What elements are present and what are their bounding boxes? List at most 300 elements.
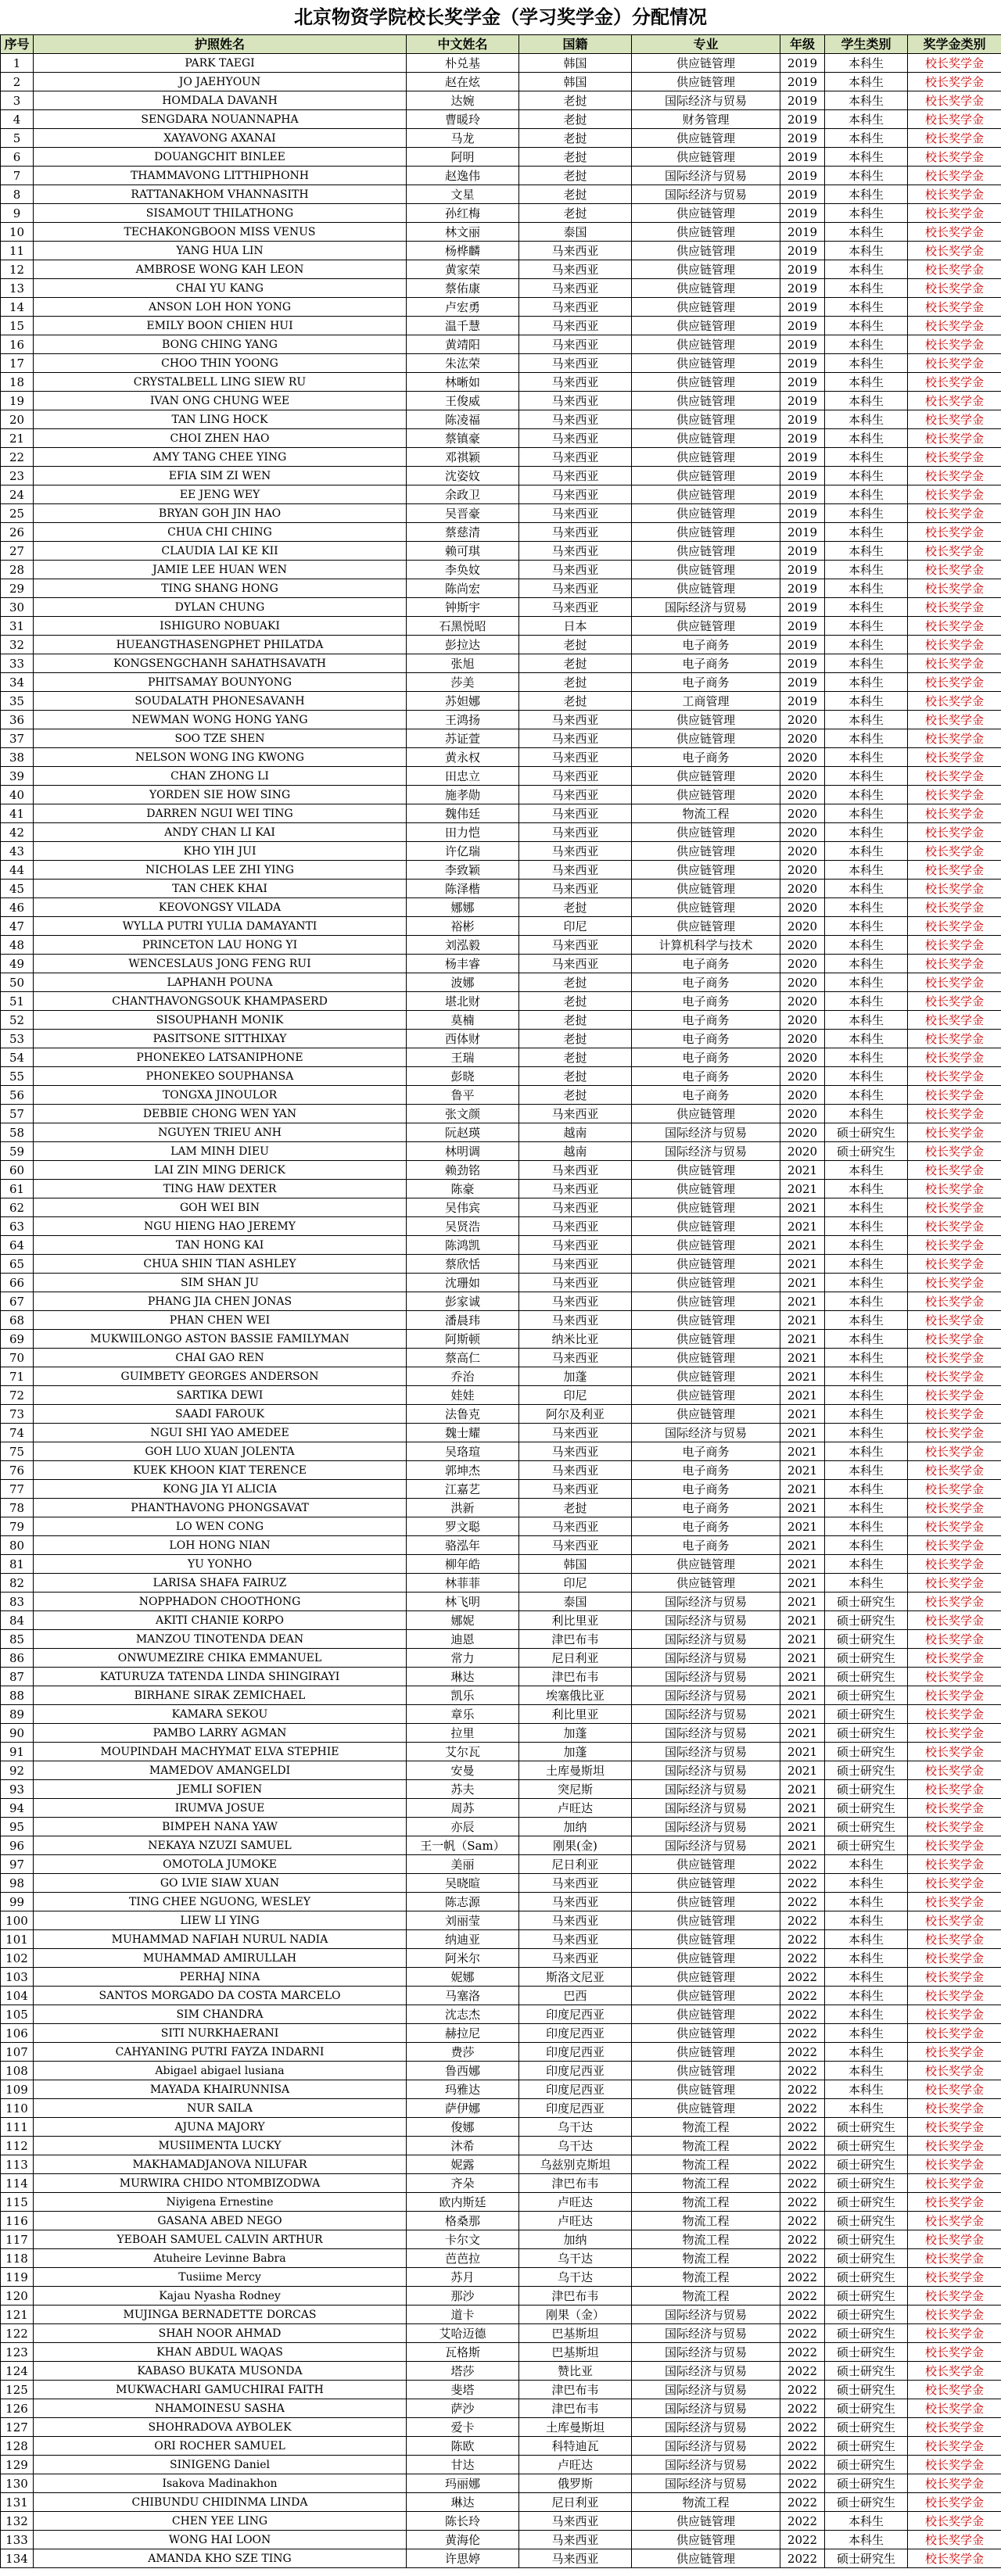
table-row <box>1 1930 1001 1949</box>
nationality-cell: 马来西亚 <box>519 579 632 598</box>
scholarship-type-cell: 校长奖学金 <box>908 1067 1001 1086</box>
nationality-cell: 日本 <box>519 617 632 636</box>
passport-name-cell: PERHAJ NINA <box>34 1968 407 1987</box>
index-cell: 97 <box>1 1855 34 1874</box>
nationality-cell: 马来西亚 <box>519 767 632 786</box>
passport-name-cell: SISOUPHANH MONIK <box>34 1011 407 1030</box>
major-cell: 国际经济与贸易 <box>632 2362 780 2381</box>
major-cell: 电子商务 <box>632 992 780 1011</box>
chinese-name-cell: 刘泓毅 <box>407 936 519 955</box>
index-cell: 68 <box>1 1311 34 1330</box>
grade-cell: 2022 <box>780 2212 825 2230</box>
passport-name-cell: ONWUMEZIRE CHIKA EMMANUEL <box>34 1649 407 1668</box>
index-cell: 45 <box>1 880 34 898</box>
major-cell: 国际经济与贸易 <box>632 185 780 204</box>
page-title: 北京物资学院校长奖学金（学习奖学金）分配情况 <box>294 6 707 28</box>
table-row <box>1 2024 1001 2043</box>
grade-cell: 2019 <box>780 148 825 167</box>
student-type-cell: 本科生 <box>825 1405 908 1424</box>
index-cell: 101 <box>1 1930 34 1949</box>
scholarship-type-cell: 校长奖学金 <box>908 542 1001 561</box>
passport-name-cell: SAADI FAROUK <box>34 1405 407 1424</box>
student-type-cell: 本科生 <box>825 880 908 898</box>
grade-cell: 2020 <box>780 880 825 898</box>
table-row <box>1 748 1001 767</box>
passport-name-cell: GOH WEI BIN <box>34 1198 407 1217</box>
grade-cell: 2022 <box>780 2062 825 2080</box>
table-row <box>1 2080 1001 2099</box>
index-cell: 19 <box>1 392 34 410</box>
chinese-name-cell: 艾尔瓦 <box>407 1743 519 1761</box>
grade-cell: 2019 <box>780 654 825 673</box>
grade-cell: 2019 <box>780 54 825 73</box>
major-cell: 供应链管理 <box>632 729 780 748</box>
chinese-name-cell: 莫楠 <box>407 1011 519 1030</box>
passport-name-cell: PHONEKEO SOUPHANSA <box>34 1067 407 1086</box>
index-cell: 62 <box>1 1198 34 1217</box>
index-cell: 113 <box>1 2155 34 2174</box>
index-cell: 64 <box>1 1236 34 1255</box>
table-row <box>1 485 1001 504</box>
major-cell: 供应链管理 <box>632 2062 780 2080</box>
chinese-name-cell: 迪恩 <box>407 1630 519 1649</box>
student-type-cell: 硕士研究生 <box>825 2437 908 2456</box>
chinese-name-cell: 赖可琪 <box>407 542 519 561</box>
table-row <box>1 1893 1001 1911</box>
chinese-name-cell: 阿明 <box>407 148 519 167</box>
index-cell: 39 <box>1 767 34 786</box>
scholarship-type-cell: 校长奖学金 <box>908 1987 1001 2005</box>
nationality-cell: 马来西亚 <box>519 1349 632 1367</box>
student-type-cell: 本科生 <box>825 1968 908 1987</box>
chinese-name-cell: 沈志杰 <box>407 2005 519 2024</box>
student-type-cell: 本科生 <box>825 185 908 204</box>
index-cell: 44 <box>1 861 34 880</box>
grade-cell: 2021 <box>780 1705 825 1724</box>
grade-cell: 2021 <box>780 1461 825 1480</box>
index-cell: 69 <box>1 1330 34 1349</box>
major-cell: 供应链管理 <box>632 410 780 429</box>
passport-name-cell: EFIA SIM ZI WEN <box>34 467 407 485</box>
scholarship-type-cell: 校长奖学金 <box>908 936 1001 955</box>
scholarship-type-cell: 校长奖学金 <box>908 129 1001 148</box>
index-cell: 43 <box>1 842 34 861</box>
passport-name-cell: JEMLI SOFIEN <box>34 1780 407 1799</box>
passport-name-cell: NEWMAN WONG HONG YANG <box>34 711 407 729</box>
grade-cell: 2021 <box>780 1836 825 1855</box>
student-type-cell: 本科生 <box>825 354 908 373</box>
major-cell: 物流工程 <box>632 2212 780 2230</box>
student-type-cell: 本科生 <box>825 542 908 561</box>
nationality-cell: 马来西亚 <box>519 298 632 317</box>
chinese-name-cell: 石黑悦昭 <box>407 617 519 636</box>
index-cell: 78 <box>1 1499 34 1517</box>
passport-name-cell: Tusiime Mercy <box>34 2268 407 2287</box>
nationality-cell: 俄罗斯 <box>519 2474 632 2493</box>
passport-name-cell: TECHAKONGBOON MISS VENUS <box>34 223 407 242</box>
student-type-cell: 本科生 <box>825 1517 908 1536</box>
chinese-name-cell: 芭芭拉 <box>407 2249 519 2268</box>
passport-name-cell: CHIBUNDU CHIDINMA LINDA <box>34 2493 407 2512</box>
table-row <box>1 1142 1001 1161</box>
major-cell: 国际经济与贸易 <box>632 1123 780 1142</box>
major-cell: 电子商务 <box>632 1048 780 1067</box>
index-cell: 111 <box>1 2118 34 2137</box>
major-cell: 供应链管理 <box>632 1855 780 1874</box>
scholarship-type-cell: 校长奖学金 <box>908 1180 1001 1198</box>
major-cell: 供应链管理 <box>632 242 780 260</box>
chinese-name-cell: 苏证萱 <box>407 729 519 748</box>
grade-cell: 2020 <box>780 1123 825 1142</box>
index-cell: 10 <box>1 223 34 242</box>
nationality-cell: 泰国 <box>519 223 632 242</box>
passport-name-cell: KONGSENGCHANH SAHATHSAVATH <box>34 654 407 673</box>
nationality-cell: 越南 <box>519 1123 632 1142</box>
table-row <box>1 1911 1001 1930</box>
scholarship-type-cell: 校长奖学金 <box>908 1142 1001 1161</box>
table-row <box>1 1743 1001 1761</box>
index-cell: 81 <box>1 1555 34 1574</box>
table-row <box>1 354 1001 373</box>
index-cell: 63 <box>1 1217 34 1236</box>
major-cell: 供应链管理 <box>632 1180 780 1198</box>
scholarship-type-cell: 校长奖学金 <box>908 2456 1001 2474</box>
index-cell: 122 <box>1 2324 34 2343</box>
grade-cell: 2019 <box>780 392 825 410</box>
table-row <box>1 598 1001 617</box>
passport-name-cell: TAN LING HOCK <box>34 410 407 429</box>
student-type-cell: 本科生 <box>825 2512 908 2531</box>
student-type-cell: 本科生 <box>825 223 908 242</box>
chinese-name-cell: 赖劲铭 <box>407 1161 519 1180</box>
student-type-cell: 本科生 <box>825 167 908 185</box>
student-type-cell: 本科生 <box>825 1255 908 1274</box>
grade-cell: 2020 <box>780 898 825 917</box>
student-type-cell: 本科生 <box>825 1855 908 1874</box>
grade-cell: 2019 <box>780 167 825 185</box>
major-cell: 电子商务 <box>632 1480 780 1499</box>
nationality-cell: 韩国 <box>519 54 632 73</box>
major-cell: 供应链管理 <box>632 467 780 485</box>
scholarship-type-cell: 校长奖学金 <box>908 561 1001 579</box>
major-cell: 电子商务 <box>632 1011 780 1030</box>
grade-cell: 2022 <box>780 2437 825 2456</box>
major-cell: 供应链管理 <box>632 373 780 392</box>
scholarship-type-cell: 校长奖学金 <box>908 1367 1001 1386</box>
major-cell: 供应链管理 <box>632 1311 780 1330</box>
passport-name-cell: LAPHANH POUNA <box>34 973 407 992</box>
grade-cell: 2019 <box>780 373 825 392</box>
table-row <box>1 561 1001 579</box>
grade-cell: 2022 <box>780 2080 825 2099</box>
nationality-cell: 印度尼西亚 <box>519 2005 632 2024</box>
table-row <box>1 2268 1001 2287</box>
passport-name-cell: MUKWACHARI GAMUCHIRAI FAITH <box>34 2381 407 2399</box>
passport-name-cell: MAKHAMADJANOVA NILUFAR <box>34 2155 407 2174</box>
nationality-cell: 泰国 <box>519 1593 632 1611</box>
grade-cell: 2020 <box>780 1048 825 1067</box>
major-cell: 国际经济与贸易 <box>632 1799 780 1818</box>
grade-cell: 2019 <box>780 617 825 636</box>
major-cell: 国际经济与贸易 <box>632 1686 780 1705</box>
chinese-name-cell: 文星 <box>407 185 519 204</box>
nationality-cell: 马来西亚 <box>519 392 632 410</box>
passport-name-cell: CLAUDIA LAI KE KII <box>34 542 407 561</box>
chinese-name-cell: 林晰如 <box>407 373 519 392</box>
nationality-cell: 老挝 <box>519 898 632 917</box>
index-cell: 116 <box>1 2212 34 2230</box>
table-row <box>1 1442 1001 1461</box>
grade-cell: 2022 <box>780 2137 825 2155</box>
chinese-name-cell: 苏妲娜 <box>407 692 519 711</box>
table-row <box>1 223 1001 242</box>
scholarship-type-cell: 校长奖学金 <box>908 823 1001 842</box>
major-cell: 供应链管理 <box>632 2005 780 2024</box>
scholarship-type-cell: 校长奖学金 <box>908 185 1001 204</box>
nationality-cell: 巴基斯坦 <box>519 2343 632 2362</box>
chinese-name-cell: 林菲菲 <box>407 1574 519 1593</box>
grade-cell: 2020 <box>780 1142 825 1161</box>
nationality-cell: 马来西亚 <box>519 1536 632 1555</box>
grade-cell: 2022 <box>780 2362 825 2381</box>
chinese-name-cell: 魏士耀 <box>407 1424 519 1442</box>
student-type-cell: 本科生 <box>825 110 908 129</box>
nationality-cell: 巴西 <box>519 1987 632 2005</box>
passport-name-cell: LIEW LI YING <box>34 1911 407 1930</box>
scholarship-type-cell: 校长奖学金 <box>908 1405 1001 1424</box>
index-cell: 93 <box>1 1780 34 1799</box>
student-type-cell: 本科生 <box>825 73 908 91</box>
major-cell: 供应链管理 <box>632 260 780 279</box>
nationality-cell: 马来西亚 <box>519 1180 632 1198</box>
nationality-cell: 马来西亚 <box>519 260 632 279</box>
index-cell: 57 <box>1 1105 34 1123</box>
major-cell: 物流工程 <box>632 2137 780 2155</box>
chinese-name-cell: 斐塔 <box>407 2381 519 2399</box>
passport-name-cell: KATURUZA TATENDA LINDA SHINGIRAYI <box>34 1668 407 1686</box>
scholarship-type-cell: 校长奖学金 <box>908 1198 1001 1217</box>
nationality-cell: 马来西亚 <box>519 448 632 467</box>
index-cell: 126 <box>1 2399 34 2418</box>
major-cell: 供应链管理 <box>632 1405 780 1424</box>
grade-cell: 2021 <box>780 1499 825 1517</box>
grade-cell: 2021 <box>780 1818 825 1836</box>
index-cell: 72 <box>1 1386 34 1405</box>
major-cell: 国际经济与贸易 <box>632 1142 780 1161</box>
index-cell: 94 <box>1 1799 34 1818</box>
index-cell: 70 <box>1 1349 34 1367</box>
student-type-cell: 本科生 <box>825 467 908 485</box>
nationality-cell: 马来西亚 <box>519 2531 632 2549</box>
nationality-cell: 老挝 <box>519 636 632 654</box>
grade-cell: 2021 <box>780 1292 825 1311</box>
scholarship-type-cell: 校长奖学金 <box>908 1499 1001 1517</box>
scholarship-type-cell: 校长奖学金 <box>908 2268 1001 2287</box>
scholarship-type-cell: 校长奖学金 <box>908 1048 1001 1067</box>
grade-cell: 2019 <box>780 579 825 598</box>
scholarship-type-cell: 校长奖学金 <box>908 2418 1001 2437</box>
chinese-name-cell: 赵在炫 <box>407 73 519 91</box>
student-type-cell: 本科生 <box>825 1311 908 1330</box>
major-cell: 供应链管理 <box>632 148 780 167</box>
scholarship-type-cell: 校长奖学金 <box>908 636 1001 654</box>
nationality-cell: 马来西亚 <box>519 804 632 823</box>
major-cell: 供应链管理 <box>632 1255 780 1274</box>
passport-name-cell: AKITI CHANIE KORPO <box>34 1611 407 1630</box>
passport-name-cell: HOMDALA DAVANH <box>34 91 407 110</box>
nationality-cell: 土库曼斯坦 <box>519 1761 632 1780</box>
nationality-cell: 马来西亚 <box>519 1517 632 1536</box>
table-row <box>1 73 1001 91</box>
scholarship-type-cell: 校长奖学金 <box>908 598 1001 617</box>
major-cell: 供应链管理 <box>632 223 780 242</box>
passport-name-cell: HUEANGTHASENGPHET PHILATDA <box>34 636 407 654</box>
student-type-cell: 本科生 <box>825 711 908 729</box>
table-row <box>1 1123 1001 1142</box>
student-type-cell: 硕士研究生 <box>825 1142 908 1161</box>
index-cell: 108 <box>1 2062 34 2080</box>
chinese-name-cell: 吴珞瑄 <box>407 1442 519 1461</box>
major-cell: 国际经济与贸易 <box>632 2306 780 2324</box>
index-cell: 115 <box>1 2193 34 2212</box>
student-type-cell: 硕士研究生 <box>825 1686 908 1705</box>
index-cell: 16 <box>1 335 34 354</box>
passport-name-cell: Atuheire Levinne Babra <box>34 2249 407 2268</box>
grade-cell: 2019 <box>780 335 825 354</box>
grade-cell: 2020 <box>780 804 825 823</box>
grade-cell: 2021 <box>780 1236 825 1255</box>
student-type-cell: 硕士研究生 <box>825 2399 908 2418</box>
major-cell: 国际经济与贸易 <box>632 1780 780 1799</box>
table-row <box>1 1611 1001 1630</box>
student-type-cell: 本科生 <box>825 335 908 354</box>
scholarship-type-cell: 校长奖学金 <box>908 373 1001 392</box>
scholarship-type-cell: 校长奖学金 <box>908 992 1001 1011</box>
table-row <box>1 2099 1001 2118</box>
major-cell: 供应链管理 <box>632 579 780 598</box>
major-cell: 物流工程 <box>632 2118 780 2137</box>
index-cell: 100 <box>1 1911 34 1930</box>
scholarship-type-cell: 校长奖学金 <box>908 2118 1001 2137</box>
table-row <box>1 110 1001 129</box>
table-row <box>1 1836 1001 1855</box>
passport-name-cell: AJUNA MAJORY <box>34 2118 407 2137</box>
index-cell: 5 <box>1 129 34 148</box>
grade-cell: 2019 <box>780 410 825 429</box>
index-cell: 18 <box>1 373 34 392</box>
passport-name-cell: KEOVONGSY VILADA <box>34 898 407 917</box>
chinese-name-cell: 林文丽 <box>407 223 519 242</box>
nationality-cell: 尼日利亚 <box>519 1649 632 1668</box>
passport-name-cell: NGUYEN TRIEU ANH <box>34 1123 407 1142</box>
chinese-name-cell: 彭晓 <box>407 1067 519 1086</box>
chinese-name-cell: 李奂妏 <box>407 561 519 579</box>
passport-name-cell: CAHYANING PUTRI FAYZA INDARNI <box>34 2043 407 2062</box>
header-index: 序号 <box>1 35 34 54</box>
index-cell: 103 <box>1 1968 34 1987</box>
nationality-cell: 巴基斯坦 <box>519 2324 632 2343</box>
table-row <box>1 1517 1001 1536</box>
table-row <box>1 504 1001 523</box>
scholarship-type-cell: 校长奖学金 <box>908 2043 1001 2062</box>
student-type-cell: 硕士研究生 <box>825 1668 908 1686</box>
grade-cell: 2022 <box>780 2287 825 2306</box>
index-cell: 121 <box>1 2306 34 2324</box>
index-cell: 89 <box>1 1705 34 1724</box>
index-cell: 84 <box>1 1611 34 1630</box>
major-cell: 国际经济与贸易 <box>632 2381 780 2399</box>
nationality-cell: 韩国 <box>519 73 632 91</box>
index-cell: 11 <box>1 242 34 260</box>
passport-name-cell: MUHAMMAD AMIRULLAH <box>34 1949 407 1968</box>
major-cell: 供应链管理 <box>632 786 780 804</box>
major-cell: 物流工程 <box>632 804 780 823</box>
chinese-name-cell: 鲁平 <box>407 1086 519 1105</box>
chinese-name-cell: 邓祺颖 <box>407 448 519 467</box>
index-cell: 4 <box>1 110 34 129</box>
nationality-cell: 马来西亚 <box>519 354 632 373</box>
index-cell: 82 <box>1 1574 34 1593</box>
nationality-cell: 马来西亚 <box>519 2512 632 2531</box>
table-row <box>1 2381 1001 2399</box>
index-cell: 96 <box>1 1836 34 1855</box>
scholarship-type-cell: 校长奖学金 <box>908 1086 1001 1105</box>
passport-name-cell: PRINCETON LAU HONG YI <box>34 936 407 955</box>
chinese-name-cell: 鲁西娜 <box>407 2062 519 2080</box>
nationality-cell: 乌干达 <box>519 2268 632 2287</box>
passport-name-cell: Abigael abigael lusiana <box>34 2062 407 2080</box>
chinese-name-cell: 甘达 <box>407 2456 519 2474</box>
index-cell: 3 <box>1 91 34 110</box>
scholarship-type-cell: 校长奖学金 <box>908 1161 1001 1180</box>
table-row <box>1 1949 1001 1968</box>
major-cell: 供应链管理 <box>632 298 780 317</box>
index-cell: 34 <box>1 673 34 692</box>
nationality-cell: 老挝 <box>519 673 632 692</box>
nationality-cell: 马来西亚 <box>519 523 632 542</box>
grade-cell: 2019 <box>780 692 825 711</box>
passport-name-cell: TING HAW DEXTER <box>34 1180 407 1198</box>
major-cell: 国际经济与贸易 <box>632 167 780 185</box>
table-row <box>1 1236 1001 1255</box>
chinese-name-cell: 吴贤浩 <box>407 1217 519 1236</box>
passport-name-cell: WONG HAI LOON <box>34 2531 407 2549</box>
header-chinese-name: 中文姓名 <box>407 35 519 54</box>
scholarship-type-cell: 校长奖学金 <box>908 2155 1001 2174</box>
passport-name-cell: Niyigena Ernestine <box>34 2193 407 2212</box>
passport-name-cell: TING SHANG HONG <box>34 579 407 598</box>
student-type-cell: 硕士研究生 <box>825 1818 908 1836</box>
student-type-cell: 本科生 <box>825 148 908 167</box>
nationality-cell: 卢旺达 <box>519 2212 632 2230</box>
table-row <box>1 1649 1001 1668</box>
major-cell: 电子商务 <box>632 654 780 673</box>
grade-cell: 2021 <box>780 1349 825 1367</box>
table-row <box>1 1180 1001 1198</box>
scholarship-type-cell: 校长奖学金 <box>908 673 1001 692</box>
table-row <box>1 373 1001 392</box>
passport-name-cell: ISHIGURO NOBUAKI <box>34 617 407 636</box>
grade-cell: 2020 <box>780 711 825 729</box>
index-cell: 8 <box>1 185 34 204</box>
passport-name-cell: BRYAN GOH JIN HAO <box>34 504 407 523</box>
student-type-cell: 本科生 <box>825 1555 908 1574</box>
student-type-cell: 本科生 <box>825 2043 908 2062</box>
student-type-cell: 硕士研究生 <box>825 2155 908 2174</box>
table-row <box>1 1630 1001 1649</box>
table-row <box>1 1274 1001 1292</box>
major-cell: 国际经济与贸易 <box>632 2324 780 2343</box>
